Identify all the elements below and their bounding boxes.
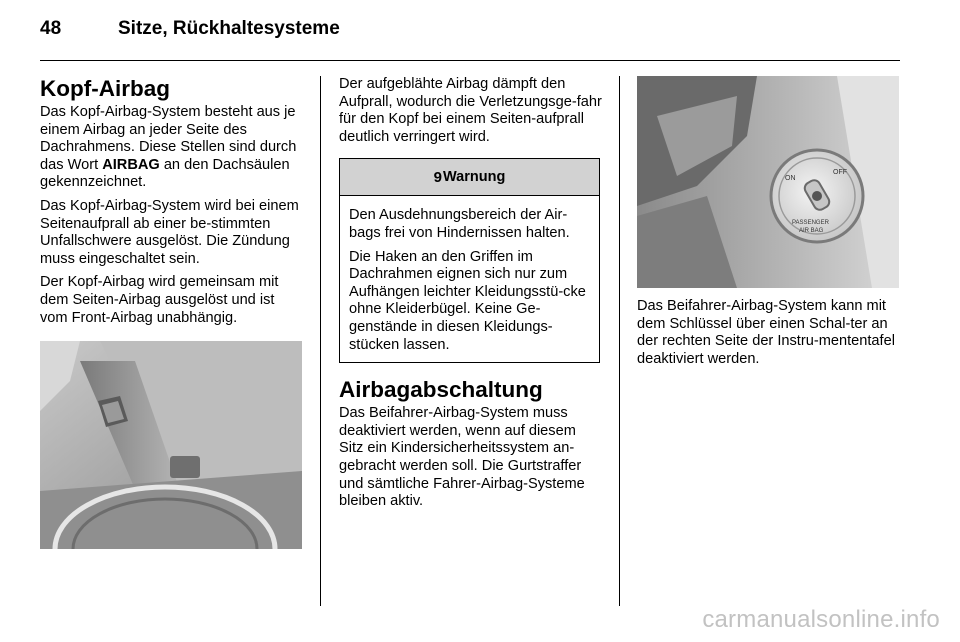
illustration-head-airbag-pillar [40,341,302,549]
text-run: an den Dachsäulen gekennzeichnet. [40,156,290,191]
warning-header [340,159,599,196]
text-run: Das Kopf-Airbag-System besteht aus je einem Airbag an jeder Seite des Dachrahmens. Diese Stellen sind durch das Wort [40,104,297,173]
paragraph-aufprall: Der aufgeblähte Airbag dämpft den Aufprall, wodurch die Verletzungsge-fahr für den Kopf bei einem Seiten-aufprall deutlich verringert wird. [339,76,602,145]
header-rule [40,60,900,61]
switch-label-passenger: PASSENGER [792,220,829,226]
warning-paragraph-2: Die Haken an den Griffen im Dachrahmen eignen sich nur zum Aufhängen leichter Kleidungsstü-cke ohne Kleiderbügel. Keine Ge-genstände in diesen Kleidungs-stücken lassen. [349,248,586,353]
page-number: 48 [40,18,62,39]
heading-kopf-airbag: Kopf-Airbag [40,76,170,101]
paragraph-unabhaengig: Der Kopf-Airbag wird gemeinsam mit dem Seiten-Airbag ausgelöst und ist vom Front-Airbag unabhängig. [40,274,279,326]
airbag-keyword: AIRBAG [102,156,160,173]
column-3 [637,76,902,374]
paragraph-ausloesung: Das Kopf-Airbag-System wird bei einem Seitenaufprall ab einer be-stimmten Unfallschwere ausgelöst. Die Zündung muss eingeschaltet sein. [40,197,299,267]
column-2 [339,76,602,517]
switch-label-airbag: AIR BAG [799,228,824,234]
warning-paragraph-1: Den Ausdehnungsbereich der Air-bags frei von Hindernissen halten. [349,207,570,241]
column-divider-1 [320,76,321,606]
column-1 [40,76,306,549]
warning-body [340,196,599,362]
watermark: carmanualsonline.info [702,606,940,633]
paragraph-deaktivieren: Das Beifahrer-Airbag-System muss deaktiviert werden, wenn auf diesem Sitz ein Kindersicherheitssystem an-gebracht werden soll. Die Gurtstraffer und sämtliche Fahrer-Airbag-Systeme bleiben aktiv. [339,405,585,510]
section-title: Sitze, Rückhaltesysteme [118,18,340,39]
illustration-airbag-key-switch [637,76,899,288]
switch-label-on: ON [785,175,796,182]
column-divider-2 [619,76,620,606]
paragraph-airbag-system [40,104,306,192]
heading-airbagabschaltung: Airbagabschaltung [339,377,543,403]
warning-icon: 9 [433,168,443,186]
switch-label-off: OFF [833,169,847,176]
warning-box [339,158,600,363]
paragraph-schalter: Das Beifahrer-Airbag-System kann mit dem Schlüssel über einen Schal-ter an der rechten Seite der Instru-mententafel deaktiviert werden. [637,298,895,367]
warning-title: Warnung [443,168,506,185]
